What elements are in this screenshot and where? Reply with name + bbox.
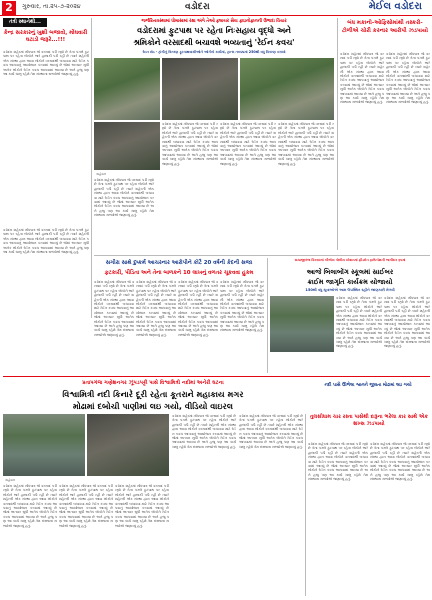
top-story-photo-1 [94, 58, 160, 120]
top-story-photo-4 [94, 122, 160, 170]
court-story-body-4: વડોદરા શહેરમાં નોંધપાત્ર જે વરસાદ પડી રહ્યો છે તેના પગલે ફુટપાથ પર રહેતા લોકોને ભારે હાલાકી પડી રહી છે ત્યારે શહેરની એક સંસ્થા દ્વારા આવા લોકોને વરસાદથી બચાવવા માટે રેઈન કવચ આપવાનું આયોજન કરવામાં આવ્યું છે જેમાં અત્યાર સુધી અનેક લોકોને રેઈન કવચ આપવામાં આવ્યા છે અને હજુ પણ આ કાર્ય ચાલુ રહેશે તેમ સંસ્થાના સભ્યોએ જણાવ્યું હતું. [220, 280, 264, 333]
brand-title: મેઈલ વડોદરા [368, 1, 422, 12]
cyber-story-body-2: વડોદરા શહેરમાં નોંધપાત્ર જે વરસાદ પડી રહ્યો છે તેના પગલે ફુટપાથ પર રહેતા લોકોને ભારે હાલાકી પડી રહી છે ત્યારે શહેરની એક સંસ્થા દ્વારા આવા લોકોને વરસાદથી બચાવવા માટે રેઈન કવચ આપવાનું આયોજન કરવામાં આવ્યું છે જેમાં અત્યાર સુધી અનેક લોકોને રેઈન કવચ આપવામાં આવ્યા છે અને હજુ પણ આ કાર્ય ચાલુ રહેશે તેમ સંસ્થાના સભ્યોએ જણાવ્યું હતું. [384, 296, 430, 349]
editorial-body-cont: વડોદરા શહેરમાં નોંધપાત્ર જે વરસાદ પડી રહ્યો છે તેના પગલે ફુટપાથ પર રહેતા લોકોને ભારે હાલાકી પડી રહી છે ત્યારે શહેરની એક સંસ્થા દ્વારા આવા લોકોને વરસાદથી બચાવવા માટે રેઈન કવચ આપવાનું આયોજન કરવામાં આવ્યું છે જેમાં અત્યાર સુધી અનેક લોકોને રેઈન કવચ આપવામાં આવ્યા છે અને હજુ પણ આ કાર્ય ચાલુ રહેશે તેમ સંસ્થાના સભ્યોએ જણાવ્યું હતું. [3, 228, 89, 255]
bottom-story-rule [3, 376, 430, 377]
top-story-body-4: વડોદરા શહેરમાં નોંધપાત્ર જે વરસાદ પડી રહ્યો છે તેના પગલે ફુટપાથ પર રહેતા લોકોને ભારે હાલાકી પડી રહી છે ત્યારે શહેરની એક સંસ્થા દ્વારા આવા લોકોને વરસાદથી બચાવવા માટે રેઈન કવચ આપવાનું આયોજન કરવામાં આવ્યું છે જેમાં અત્યાર સુધી અનેક લોકોને રેઈન કવચ આપવામાં આવ્યા છે અને હજુ પણ આ કાર્ય ચાલુ રહેશે તેમ સંસ્થાના સભ્યોએ જણાવ્યું હતું. [278, 122, 334, 166]
right-story-body: વડોદરા શહેરમાં નોંધપાત્ર જે વરસાદ પડી રહ્યો છે તેના પગલે ફુટપાથ પર રહેતા લોકોને ભારે હાલાકી પડી રહી છે ત્યારે શહેરની એક સંસ્થા દ્વારા આવા લોકોને વરસાદથી બચાવવા માટે રેઈન કવચ આપવાનું આયોજન કરવામાં આવ્યું છે જેમાં અત્યાર સુધી અનેક લોકોને રેઈન કવચ આપવામાં આવ્યા છે અને હજુ પણ આ કાર્ય ચાલુ રહેશે તેમ સંસ્થાના સભ્યોએ જણાવ્યું હતું. [340, 52, 384, 105]
bottom-photo-caption: અહેવાલ [5, 478, 16, 482]
court-story-body-1: વડોદરા શહેરમાં નોંધપાત્ર જે વરસાદ પડી રહ્યો છે તેના પગલે ફુટપાથ પર રહેતા લોકોને ભારે હાલાકી પડી રહી છે ત્યારે શહેરની એક સંસ્થા દ્વારા આવા લોકોને વરસાદથી બચાવવા માટે રેઈન કવચ આપવાનું આયોજન કરવામાં આવ્યું છે જેમાં અત્યાર સુધી અનેક લોકોને રેઈન કવચ આપવામાં આવ્યા છે અને હજુ પણ આ કાર્ય ચાલુ રહેશે તેમ સંસ્થાના સભ્યોએ જણાવ્યું હતું. [94, 280, 134, 337]
editorial-body: વડોદરા શહેરમાં નોંધપાત્ર જે વરસાદ પડી રહ્યો છે તેના પગલે ફુટપાથ પર રહેતા લોકોને ભારે હાલાકી પડી રહી છે ત્યારે શહેરની એક સંસ્થા દ્વારા આવા લોકોને વરસાદથી બચાવવા માટે રેઈન કવચ આપવાનું આયોજન કરવામાં આવ્યું છે જેમાં અત્યાર સુધી અનેક લોકોને રેઈન કવચ આપવામાં આવ્યા છે અને હજુ પણ આ કાર્ય ચાલુ રહેશે તેમ સંસ્થાના સભ્યોએ જણાવ્યું હતું. [3, 50, 89, 77]
bottom-story-kicker: પ્રતાપગંજ ગણેશનગર ઝૂંપડપટ્ટી પાસે વિશ્વામિત્રી નદીમાં અનેરી ઘટના [82, 380, 224, 386]
top-photo-caption: અહેવાલ [96, 172, 107, 176]
column-divider [305, 414, 306, 596]
crocodile-story-body-3: વડોદરા શહેરમાં નોંધપાત્ર જે વરસાદ પડી રહ્યો છે તેના પગલે ફુટપાથ પર રહેતા લોકોને ભારે હાલાકી પડી રહી છે ત્યારે શહેરની એક સંસ્થા દ્વારા આવા લોકોને વરસાદથી બચાવવા માટે રેઈન કવચ આપવાનું આયોજન કરવામાં આવ્યું છે જેમાં અત્યાર સુધી અનેક લોકોને રેઈન કવચ આપવામાં આવ્યા છે અને હજુ પણ આ કાર્ય ચાલુ રહેશે તેમ સંસ્થાના સભ્યોએ જણાવ્યું હતું. [115, 484, 169, 528]
top-story-headline-2: શ્રમિકોને વરસાદથી બચાવશે ભવ્યતાનું 'રેઈન કવચ' [133, 38, 295, 47]
top-story-body-2: વડોદરા શહેરમાં નોંધપાત્ર જે વરસાદ પડી રહ્યો છે તેના પગલે ફુટપાથ પર રહેતા લોકોને ભારે હાલાકી પડી રહી છે ત્યારે શહેરની એક સંસ્થા દ્વારા આવા લોકોને વરસાદથી બચાવવા માટે રેઈન કવચ આપવાનું આયોજન કરવામાં આવ્યું છે જેમાં અત્યાર સુધી અનેક લોકોને રેઈન કવચ આપવામાં આવ્યા છે અને હજુ પણ આ કાર્ય ચાલુ રહેશે તેમ સંસ્થાના સભ્યોએ જણાવ્યું હતું. [162, 122, 218, 166]
column-divider [337, 18, 338, 250]
crocodile-story-body-5: વડોદરા શહેરમાં નોંધપાત્ર જે વરસાદ પડી રહ્યો છે તેના પગલે ફુટપાથ પર રહેતા લોકોને ભારે હાલાકી પડી રહી છે ત્યારે શહેરની એક સંસ્થા દ્વારા આવા લોકોને વરસાદથી બચાવવા માટે રેઈન કવચ આપવાનું આયોજન કરવામાં આવ્યું છે જેમાં અત્યાર સુધી અનેક લોકોને રેઈન કવચ આપવામાં આવ્યા છે અને હજુ પણ આ કાર્ય ચાલુ રહેશે તેમ સંસ્થાના સભ્યોએ જણાવ્યું હતું. [239, 414, 303, 449]
top-story-subhead: રેઇન શેડ - ટ્રાંગીનું વિતરણ ફૂટપાથવાસીઓને ઓર્ગનો કાર્યમાં, ટ્રાન્સ તબક્કામાં 250થી વધુ વિતરણ કરાયો [142, 50, 286, 54]
cyber-story-body-1: વડોદરા શહેરમાં નોંધપાત્ર જે વરસાદ પડી રહ્યો છે તેના પગલે ફુટપાથ પર રહેતા લોકોને ભારે હાલાકી પડી રહી છે ત્યારે શહેરની એક સંસ્થા દ્વારા આવા લોકોને વરસાદથી બચાવવા માટે રેઈન કવચ આપવાનું આયોજન કરવામાં આવ્યું છે જેમાં અત્યાર સુધી અનેક લોકોને રેઈન કવચ આપવામાં આવ્યા છે અને હજુ પણ આ કાર્ય ચાલુ રહેશે તેમ સંસ્થાના સભ્યોએ જણાવ્યું હતું. [336, 296, 382, 349]
bottom-story-side-note: નદી પાસે ઊભેલા શ્વાનને જીવતા મોઢામાં લઇ ગયો [324, 383, 412, 388]
page-header [0, 0, 432, 16]
liquor-story-body-1: વડોદરા શહેરમાં નોંધપાત્ર જે વરસાદ પડી રહ્યો છે તેના પગલે ફુટપાથ પર રહેતા લોકોને ભારે હાલાકી પડી રહી છે ત્યારે શહેરની એક સંસ્થા દ્વારા આવા લોકોને વરસાદથી બચાવવા માટે રેઈન કવચ આપવાનું આયોજન કરવામાં આવ્યું છે જેમાં અત્યાર સુધી અનેક લોકોને રેઈન કવચ આપવામાં આવ્યા છે અને હજુ પણ આ કાર્ય ચાલુ રહેશે તેમ સંસ્થાના સભ્યોએ જણાવ્યું હતું. [308, 442, 368, 482]
liquor-story-headline: તુલસીધામ ચાર રસ્તા પાસેથી દારૂના ભરેલા કાર સાથે એક શખ્સ ઝડપાયો [309, 414, 429, 427]
issue-date: ગુરુવાર, તા.૨૫-૭-૨૦૨૪ [22, 3, 81, 10]
court-story-headline-2: ફટકારી, પીડિતા અને તેના બાળકને 10 લાખનું વળતર ચૂકવવા હુકમ [104, 270, 254, 276]
cyber-story-kicker: સયાજીગંજ વિસ્તારમાં બીએસ પોલીસ સ્ટેશનમાં ફ્રીડમેન ફાઉન્ડેશની ભાગીદાર રૂપમાં [294, 258, 406, 262]
page-number: 2 [2, 1, 16, 15]
editorial-tag: તંત્રી સ્થાનેથી... [3, 18, 47, 27]
cyber-story-subhead: 150થી વધુ યુવાઓએ આમ ઉપસ્થિત રહીને જાણકારી મેળવી [305, 288, 395, 292]
column-divider [267, 258, 268, 373]
editorial-headline: કેન્દ્ર સરકારનું ખુશી બજાવો, મોંઘવારી ઘટાડો જરૂરે...!!! [3, 30, 88, 43]
bottom-story-headline-1: વિશ્વામિત્રી નદી કિનારે દૂરી રહેતા કૂતરાને મહાકાય મગર [62, 389, 244, 399]
right-story-body-cont: વડોદરા શહેરમાં નોંધપાત્ર જે વરસાદ પડી રહ્યો છે તેના પગલે ફુટપાથ પર રહેતા લોકોને ભારે હાલાકી પડી રહી છે ત્યારે શહેરની એક સંસ્થા દ્વારા આવા લોકોને વરસાદથી બચાવવા માટે રેઈન કવચ આપવાનું આયોજન કરવામાં આવ્યું છે જેમાં અત્યાર સુધી અનેક લોકોને રેઈન કવચ આપવામાં આવ્યા છે અને હજુ પણ આ કાર્ય ચાલુ રહેશે તેમ સંસ્થાના સભ્યોએ જણાવ્યું હતું. [386, 52, 430, 105]
crocodile-story-body-1: વડોદરા શહેરમાં નોંધપાત્ર જે વરસાદ પડી રહ્યો છે તેના પગલે ફુટપાથ પર રહેતા લોકોને ભારે હાલાકી પડી રહી છે ત્યારે શહેરની એક સંસ્થા દ્વારા આવા લોકોને વરસાદથી બચાવવા માટે રેઈન કવચ આપવાનું આયોજન કરવામાં આવ્યું છે જેમાં અત્યાર સુધી અનેક લોકોને રેઈન કવચ આપવામાં આવ્યા છે અને હજુ પણ આ કાર્ય ચાલુ રહેશે તેમ સંસ્થાના સભ્યોએ જણાવ્યું હતું. [3, 484, 57, 528]
cyber-story-headline-2: ક્રાઈમ જાગૃતિ કાર્યક્રમ યોજાયો [307, 278, 393, 286]
top-story-headline-1: વડોદરામાં ફુટપાથ પર રહેતા નિઃસહાય વૃદ્ધો અને [137, 26, 291, 35]
top-story-kicker: જર્જરિતાવસ્થામાં ધોમાસામાં રક્ષા અંગે તેઓ ફ્લાયર સેવા ફાઇનોફાનની ઉભાદા વિચાર [141, 19, 287, 24]
column-divider [91, 18, 92, 318]
top-story-photo-3 [240, 58, 334, 120]
crocodile-photo-1 [3, 414, 85, 476]
right-story-headline: બંધ મકાનો-ઓફિસોમાંથી તસ્કરો-ટોળીએ ચોરી કરનાર આરોપી ઝડપાયો [342, 20, 428, 34]
top-story-body-3: વડોદરા શહેરમાં નોંધપાત્ર જે વરસાદ પડી રહ્યો છે તેના પગલે ફુટપાથ પર રહેતા લોકોને ભારે હાલાકી પડી રહી છે ત્યારે શહેરની એક સંસ્થા દ્વારા આવા લોકોને વરસાદથી બચાવવા માટે રેઈન કવચ આપવાનું આયોજન કરવામાં આવ્યું છે જેમાં અત્યાર સુધી અનેક લોકોને રેઈન કવચ આપવામાં આવ્યા છે અને હજુ પણ આ કાર્ય ચાલુ રહેશે તેમ સંસ્થાના સભ્યોએ જણાવ્યું હતું. [220, 122, 276, 166]
cyber-story-headline-1: આજે બિલાબોંગ સ્કૂલમાં સાઈબર [306, 268, 394, 276]
crocodile-story-body-4: વડોદરા શહેરમાં નોંધપાત્ર જે વરસાદ પડી રહ્યો છે તેના પગલે ફુટપાથ પર રહેતા લોકોને ભારે હાલાકી પડી રહી છે ત્યારે શહેરની એક સંસ્થા દ્વારા આવા લોકોને વરસાદથી બચાવવા માટે રેઈન કવચ આપવાનું આયોજન કરવામાં આવ્યું છે જેમાં અત્યાર સુધી અનેક લોકોને રેઈન કવચ આપવામાં આવ્યા છે અને હજુ પણ આ કાર્ય ચાલુ રહેશે તેમ સંસ્થાના સભ્યોએ જણાવ્યું હતું. [172, 414, 236, 449]
liquor-story-body-2: વડોદરા શહેરમાં નોંધપાત્ર જે વરસાદ પડી રહ્યો છે તેના પગલે ફુટપાથ પર રહેતા લોકોને ભારે હાલાકી પડી રહી છે ત્યારે શહેરની એક સંસ્થા દ્વારા આવા લોકોને વરસાદથી બચાવવા માટે રેઈન કવચ આપવાનું આયોજન કરવામાં આવ્યું છે જેમાં અત્યાર સુધી અનેક લોકોને રેઈન કવચ આપવામાં આવ્યા છે અને હજુ પણ આ કાર્ય ચાલુ રહેશે તેમ સંસ્થાના સભ્યોએ જણાવ્યું હતું. [370, 442, 430, 482]
court-story-body-3: વડોદરા શહેરમાં નોંધપાત્ર જે વરસાદ પડી રહ્યો છે તેના પગલે ફુટપાથ પર રહેતા લોકોને ભારે હાલાકી પડી રહી છે ત્યારે શહેરની એક સંસ્થા દ્વારા આવા લોકોને વરસાદથી બચાવવા માટે રેઈન કવચ આપવાનું આયોજન કરવામાં આવ્યું છે જેમાં અત્યાર સુધી અનેક લોકોને રેઈન કવચ આપવામાં આવ્યા છે અને હજુ પણ આ કાર્ય ચાલુ રહેશે તેમ સંસ્થાના સભ્યોએ જણાવ્યું હતું. [178, 280, 218, 337]
crocodile-story-body-2: વડોદરા શહેરમાં નોંધપાત્ર જે વરસાદ પડી રહ્યો છે તેના પગલે ફુટપાથ પર રહેતા લોકોને ભારે હાલાકી પડી રહી છે ત્યારે શહેરની એક સંસ્થા દ્વારા આવા લોકોને વરસાદથી બચાવવા માટે રેઈન કવચ આપવાનું આયોજન કરવામાં આવ્યું છે જેમાં અત્યાર સુધી અનેક લોકોને રેઈન કવચ આપવામાં આવ્યા છે અને હજુ પણ આ કાર્ય ચાલુ રહેશે તેમ સંસ્થાના સભ્યોએ જણાવ્યું હતું. [59, 484, 113, 528]
court-story-body-2: વડોદરા શહેરમાં નોંધપાત્ર જે વરસાદ પડી રહ્યો છે તેના પગલે ફુટપાથ પર રહેતા લોકોને ભારે હાલાકી પડી રહી છે ત્યારે શહેરની એક સંસ્થા દ્વારા આવા લોકોને વરસાદથી બચાવવા માટે રેઈન કવચ આપવાનું આયોજન કરવામાં આવ્યું છે જેમાં અત્યાર સુધી અનેક લોકોને રેઈન કવચ આપવામાં આવ્યા છે અને હજુ પણ આ કાર્ય ચાલુ રહેશે તેમ સંસ્થાના સભ્યોએ જણાવ્યું હતું. [136, 280, 176, 337]
bottom-story-headline-2: મોઢામાં દબોચી પાણીમાં લઇ ગયો, વીડિયો વાઇરલ [72, 401, 234, 411]
top-story-body-1: વડોદરા શહેરમાં નોંધપાત્ર જે વરસાદ પડી રહ્યો છે તેના પગલે ફુટપાથ પર રહેતા લોકોને ભારે હાલાકી પડી રહી છે ત્યારે શહેરની એક સંસ્થા દ્વારા આવા લોકોને વરસાદથી બચાવવા માટે રેઈન કવચ આપવાનું આયોજન કરવામાં આવ્યું છે જેમાં અત્યાર સુધી અનેક લોકોને રેઈન કવચ આપવામાં આવ્યા છે અને હજુ પણ આ કાર્ય ચાલુ રહેશે તેમ સંસ્થાના સભ્યોએ જણાવ્યું હતું. [94, 178, 154, 218]
section-divider [94, 255, 430, 256]
court-story-headline-1: સગીરા સાથે દુષ્કર્મ આચરનાર આરોપીને કોર્ટે 20 વર્ષની કેદની સજા [105, 260, 253, 266]
cyber-story-photo [270, 296, 334, 352]
top-story-photo-2 [162, 58, 238, 120]
crocodile-photo-2 [87, 414, 169, 476]
section-city: વડોદરા [185, 2, 210, 12]
